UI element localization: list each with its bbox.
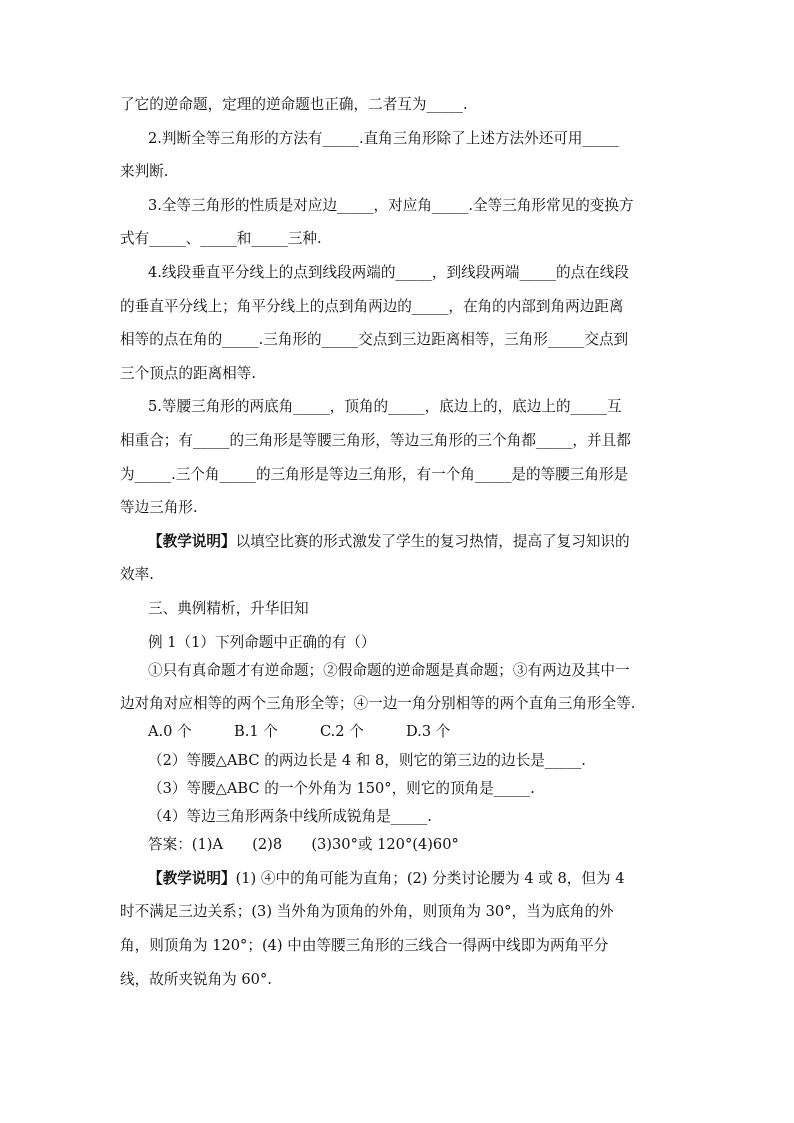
- text-line: 来判断.: [120, 163, 169, 181]
- text-line: 了它的逆命题，定理的逆命题也正确，二者互为_____.: [120, 96, 468, 113]
- answer-options: [120, 722, 678, 742]
- text-line: 2.判断全等三角形的方法有_____.直角三角形除了上述方法外还可用_____: [148, 129, 619, 147]
- text-line: 等边三角形.: [120, 499, 198, 517]
- teaching-note: [120, 869, 678, 889]
- text-line: 5.等腰三角形的两底角_____，顶角的_____，底边上的，底边上的_____互: [148, 398, 622, 416]
- text-line: 线，故所夹锐角为 60°.: [120, 970, 272, 988]
- text-line: 效率.: [120, 566, 154, 584]
- option-b: B.1 个: [234, 723, 278, 741]
- text-line: 边对角对应相等的两个三角形全等；④一边一角分别相等的两个直角三角形全等.: [120, 695, 636, 713]
- text-line: 角，则顶角为 120°；(4) 中由等腰三角形的三线合一得两中线即为两角平分: [120, 937, 609, 954]
- text-line: 3.全等三角形的性质是对应边_____，对应角_____.全等三角形常见的变换方: [148, 196, 634, 214]
- text-line: 三个顶点的距离相等.: [120, 364, 256, 382]
- section-heading: 三、典例精析，升华旧知: [148, 599, 309, 617]
- text-line: 相等的点在角的_____.三角形的_____交点到三边距离相等，三角形_____交点到: [120, 331, 629, 349]
- option-d: D.3 个: [406, 723, 451, 741]
- note-text: 以填空比赛的形式激发了学生的复习热情，提高了复习知识的: [235, 532, 630, 550]
- example-title: 例 1（1）下列命题中正确的有（）: [148, 633, 376, 651]
- text-line: 相重合；有_____的三角形是等腰三角形，等边三角形的三个角都_____，并且都: [120, 431, 631, 449]
- text-line: ①只有真命题才有逆命题；②假命题的逆命题是真命题；③有两边及其中一: [148, 661, 630, 679]
- note-text: (1) ④中的角可能为直角；(2) 分类讨论腰为 4 或 8，但为 4: [235, 869, 625, 887]
- text-line: 的垂直平分线上；角平分线上的点到角两边的_____，在角的内部到角两边距离: [120, 297, 624, 315]
- teaching-note: [120, 532, 678, 552]
- document-body: [120, 95, 678, 1003]
- text-line: 4.线段垂直平分线上的点到线段两端的_____，到线段两端_____的点在线段: [148, 263, 629, 281]
- question-line: （4）等边三角形两条中线所成锐角是_____.: [148, 808, 432, 826]
- note-label: 【教学说明】: [148, 532, 236, 550]
- option-c: C.2 个: [320, 723, 364, 741]
- note-label: 【教学说明】: [148, 869, 236, 887]
- question-line: （2）等腰△ABC 的两边长是 4 和 8，则它的第三边的边长是_____.: [148, 751, 586, 769]
- question-line: （3）等腰△ABC 的一个外角为 150°，则它的顶角是_____.: [148, 779, 535, 797]
- option-a: A.0 个: [148, 723, 192, 741]
- answer-line: 答案：(1)A (2)8 (3)30°或 120°(4)60°: [148, 836, 459, 854]
- text-line: 为_____.三个角_____的三角形是等边三角形，有一个角_____是的等腰三角形是: [120, 465, 629, 483]
- text-line: 式有_____、_____和_____三种.: [120, 230, 322, 248]
- text-line: 时不满足三边关系；(3) 当外角为顶角的外角，则顶角为 30°，当为底角的外: [120, 903, 614, 921]
